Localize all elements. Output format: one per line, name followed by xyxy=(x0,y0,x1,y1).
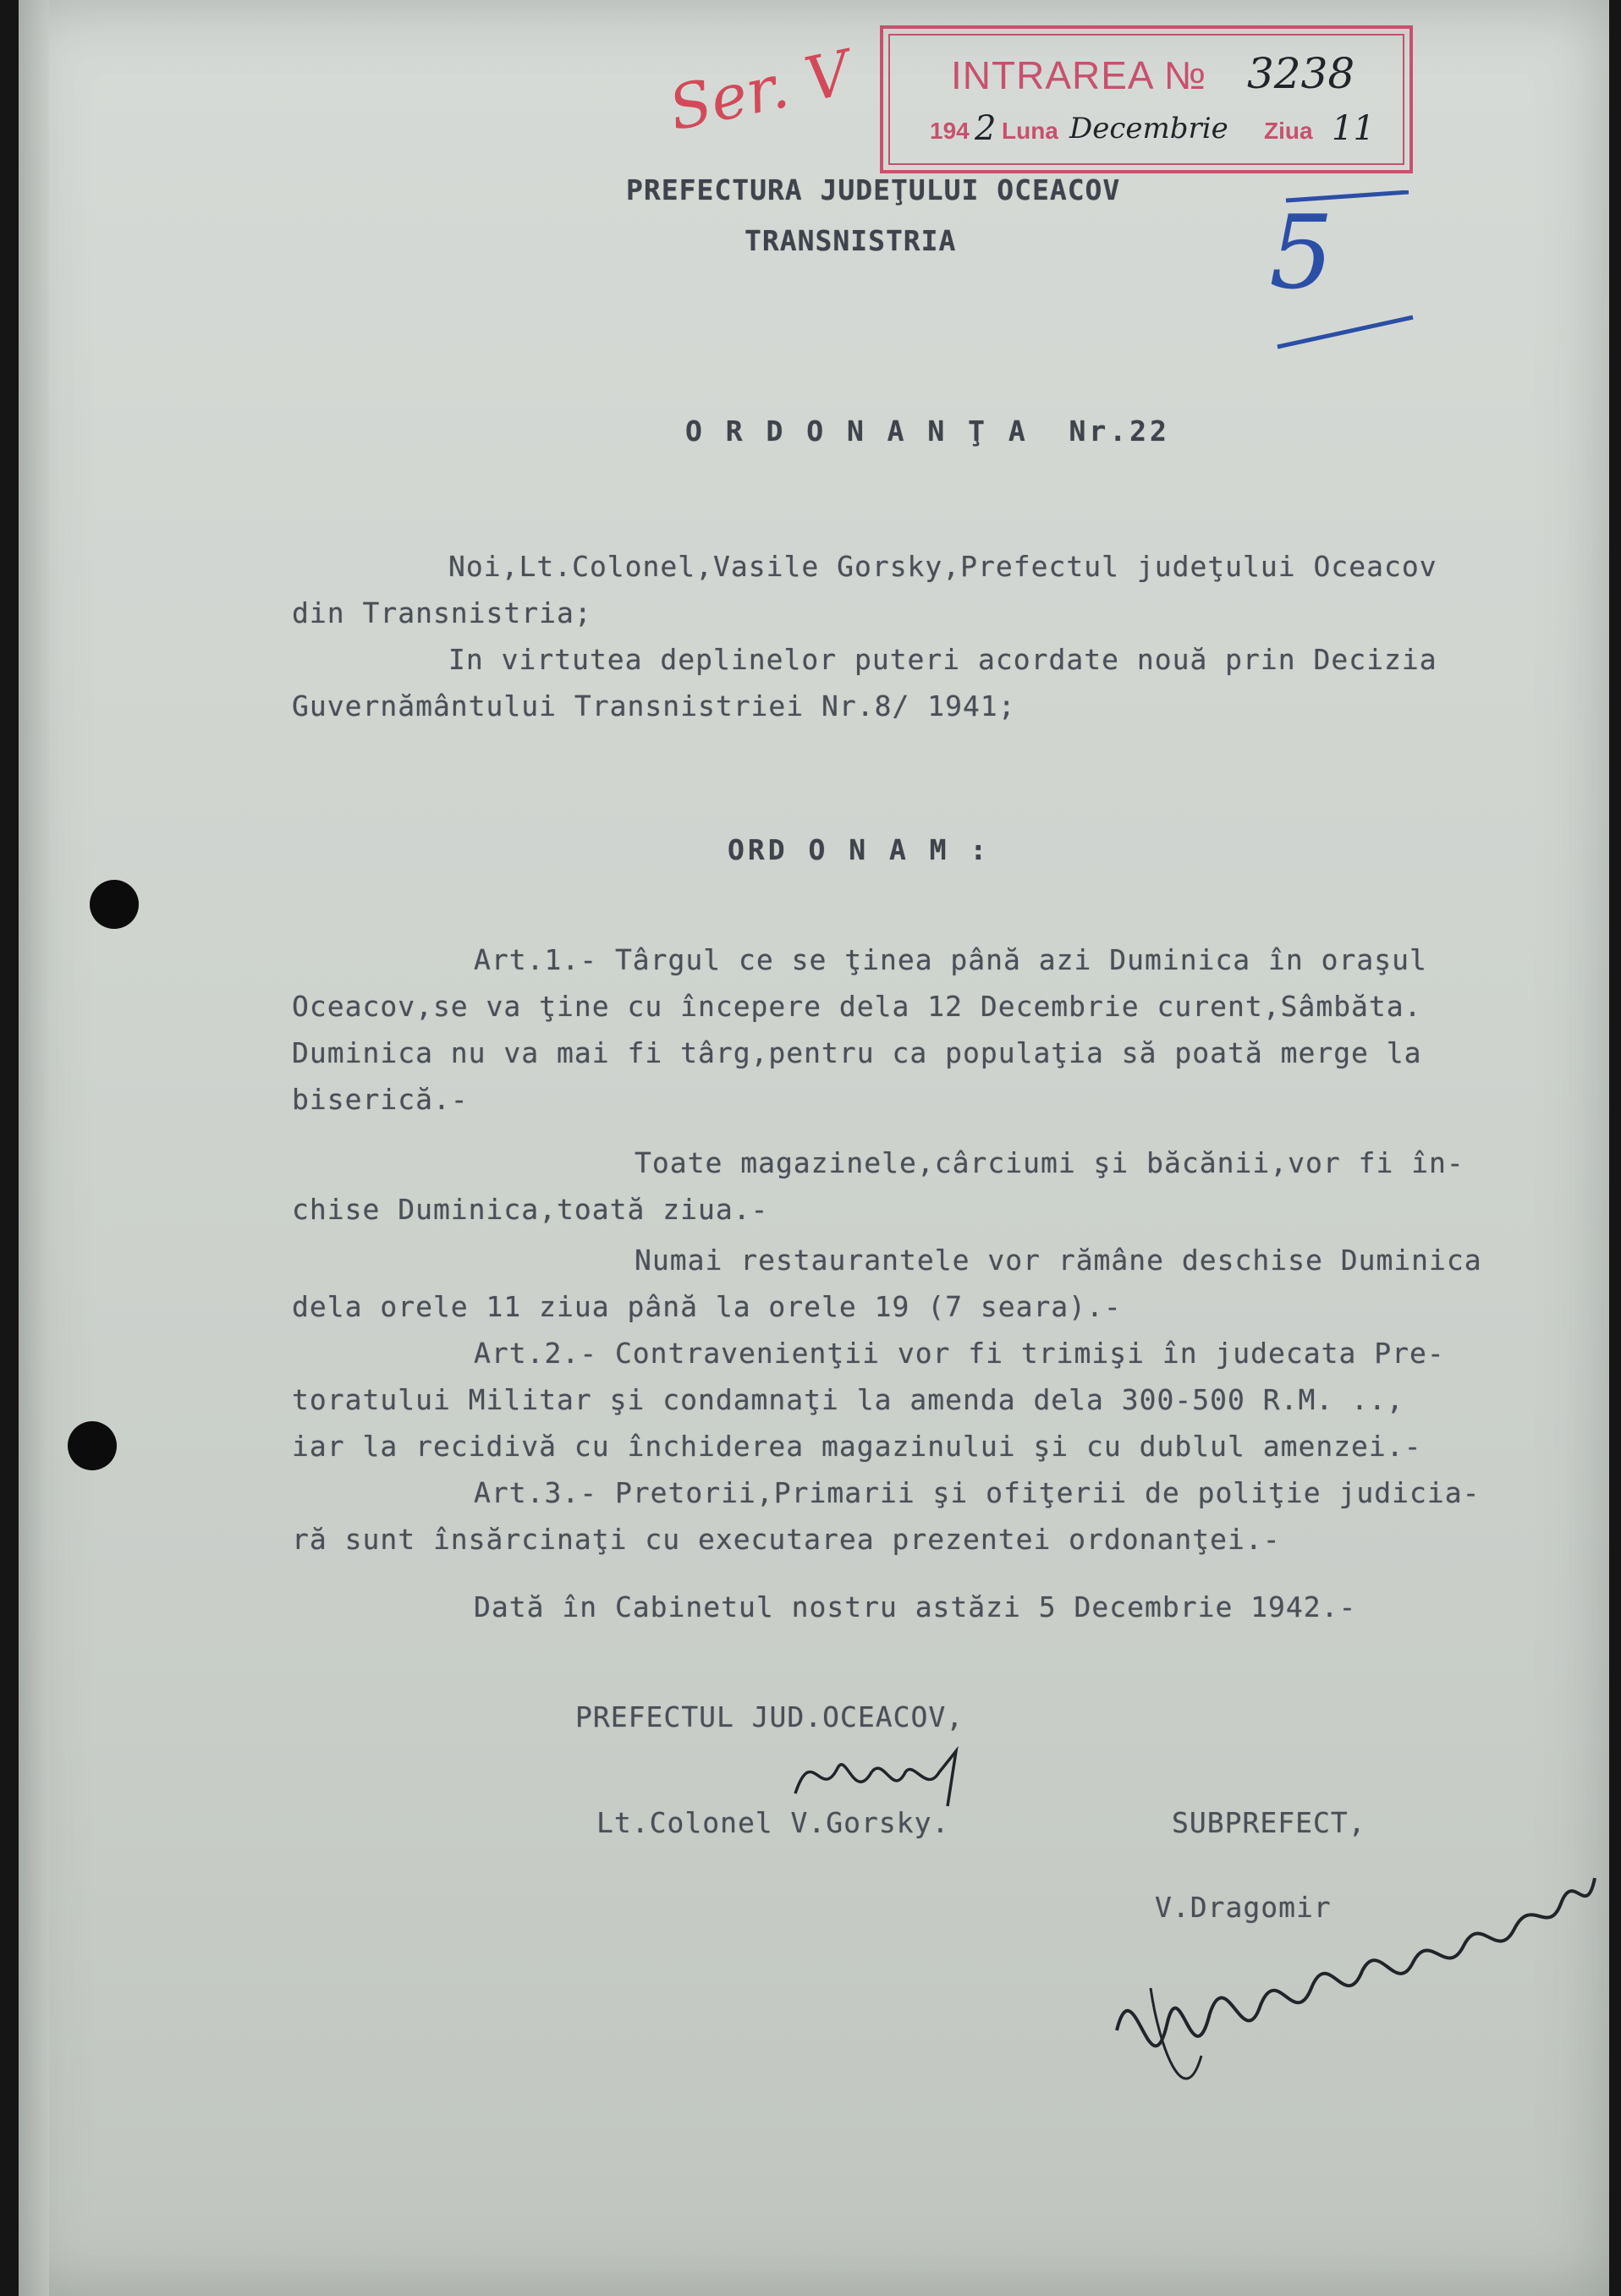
body-line: Duminica nu va mai fi târg,pentru ca populaţia să poată merge la xyxy=(292,1036,1422,1069)
intro-line: In virtutea deplinelor puteri acordate nouă prin Decizia xyxy=(448,643,1437,676)
stamp-luna-label: Luna xyxy=(1002,118,1058,144)
punch-hole-bottom xyxy=(68,1421,117,1470)
intro-line: Guvernământului Transnistriei Nr.8/ 1941; xyxy=(292,689,1016,722)
stamp-year-hand: 2 xyxy=(975,109,997,148)
prefect-signature xyxy=(787,1726,1007,1819)
body-line: toratului Militar şi condamnaţi la amenda dela 300-500 R.M. .., xyxy=(292,1383,1404,1416)
body-line: Art.3.- Pretorii,Primarii şi ofiţerii de poliţie judicia- xyxy=(474,1476,1481,1509)
blue-annotation-strokes xyxy=(1269,190,1421,351)
ordonam-heading: ORD O N A M : xyxy=(728,833,991,866)
body-line: chise Duminica,toată ziua.- xyxy=(292,1193,769,1226)
stamp-number: 3238 xyxy=(1247,49,1355,98)
body-line: Dată în Cabinetul nostru astăzi 5 Decembrie 1942.- xyxy=(474,1590,1357,1623)
body-line: Art.2.- Contravenienţii vor fi trimişi în judecata Pre- xyxy=(474,1337,1445,1370)
blue-annotation: 5 xyxy=(1269,195,1334,312)
subprefect-signature xyxy=(1100,1777,1607,2132)
body-line: Oceacov,se va ţine cu începere dela 12 Decembrie curent,Sâmbăta. xyxy=(292,990,1422,1023)
header-prefectura: PREFECTURA JUDEŢULUI OCEACOV xyxy=(626,173,1121,206)
body-line: Numai restaurantele vor rămâne deschise Duminica xyxy=(635,1244,1482,1277)
stamp-title: INTRAREA № xyxy=(951,53,1207,97)
body-line: Toate magazinele,cârciumi şi băcănii,vor fi în- xyxy=(635,1146,1464,1179)
registration-stamp xyxy=(880,25,1413,173)
prefect-title: PREFECTUL JUD.OCEACOV, xyxy=(575,1700,964,1733)
subprefect-name: V.Dragomir xyxy=(1155,1891,1332,1924)
stamp-month: Decembrie xyxy=(1069,112,1228,146)
intro-line: Noi,Lt.Colonel,Vasile Gorsky,Prefectul judeţului Oceacov xyxy=(448,550,1437,583)
document-title: O R D O N A N Ţ A Nr.22 xyxy=(685,415,1170,448)
prefect-name: Lt.Colonel V.Gorsky. xyxy=(596,1806,950,1839)
body-line: Art.1.- Târgul ce se ţinea până azi Duminica în oraşul xyxy=(474,943,1427,976)
stamp-ziua-label: Ziua xyxy=(1264,118,1313,144)
body-line: iar la recidivă cu închiderea magazinului şi cu dublul amenzei.- xyxy=(292,1430,1422,1463)
body-line: ră sunt însărcinaţi cu executarea prezentei ordonanţei.- xyxy=(292,1523,1281,1556)
paper-edge xyxy=(19,0,49,2296)
red-annotation: Ser. V xyxy=(662,36,857,145)
intro-line: din Transnistria; xyxy=(292,596,592,629)
body-line: dela orele 11 ziua până la orele 19 (7 seara).- xyxy=(292,1290,1122,1323)
punch-hole-top xyxy=(90,880,139,929)
body-line: biserică.- xyxy=(292,1083,469,1116)
header-transnistria: TRANSNISTRIA xyxy=(745,224,957,257)
stamp-day: 11 xyxy=(1332,109,1375,148)
stamp-year-prefix: 194 xyxy=(930,118,970,144)
subprefect-title: SUBPREFECT, xyxy=(1172,1806,1366,1839)
